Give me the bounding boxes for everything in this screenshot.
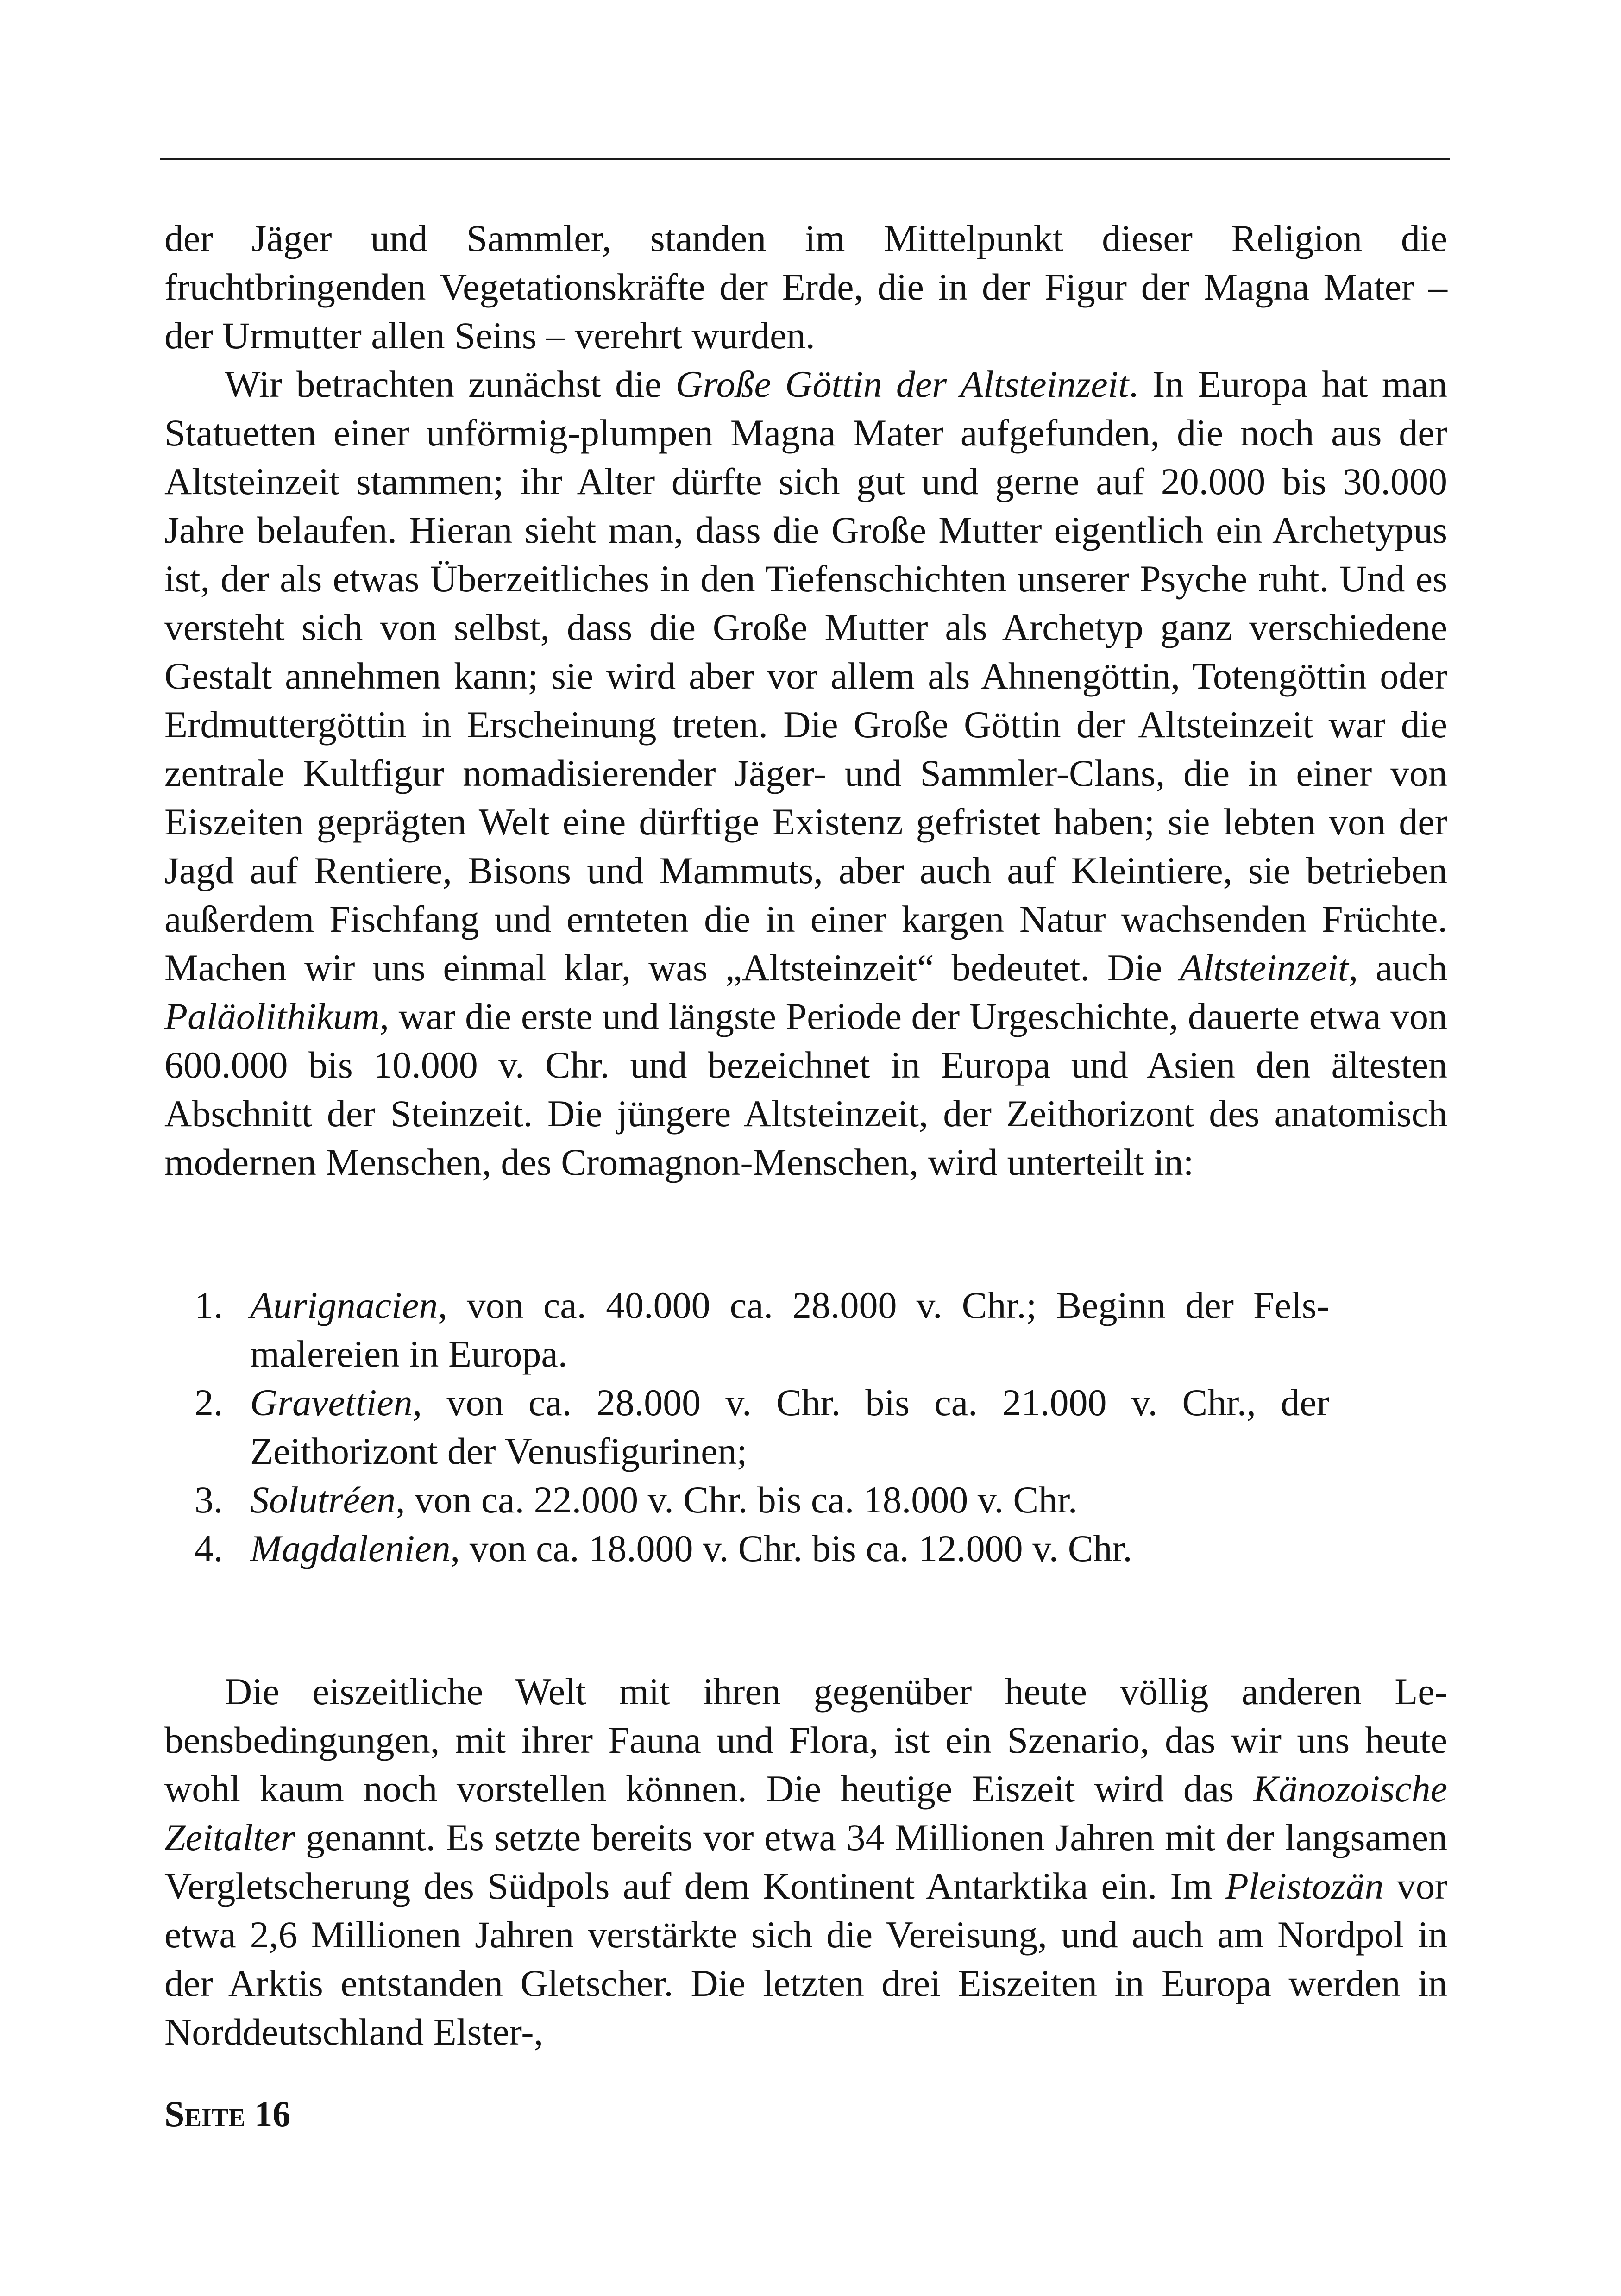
list-item	[195, 1378, 1329, 1475]
list-item	[195, 1475, 1329, 1524]
paragraph-2	[164, 360, 1447, 1186]
text-span: , auch	[1348, 947, 1447, 989]
footer-label: Seite	[164, 2094, 245, 2134]
italic-term: Paläolithikum	[164, 995, 380, 1037]
period-name: Aurignacien	[250, 1284, 438, 1326]
page-number: 16	[254, 2094, 291, 2134]
text-span: , war die erste und längste Periode der Urgeschichte, dauerte etwa von 600.000 bis 10.000 v. Chr. und bezeichnet in Europa und Asien den ältesten Abschnitt der Steinzeit. Die jüngere Altsteinzeit, der Zeithorizont des anatomisch modernen Menschen, des Cromagnon-Menschen, wird unterteilt in:	[164, 995, 1447, 1183]
text-span: Die eiszeitliche Welt mit ihren gegenüber heute völlig anderen Lebensbedingungen, mit ihrer Fauna und Flora, ist ein Szenario, das wir uns heute wohl kaum noch vorstellen können. Die heutige Eiszeit wird das	[164, 1670, 1447, 1810]
text-span: Wir betrachten zunächst die	[225, 363, 676, 405]
period-name: Solutréen	[250, 1479, 396, 1521]
list-number: 4.	[195, 1527, 223, 1569]
list-number: 1.	[195, 1284, 223, 1326]
text-span: . In Europa hat man Statuetten einer unförmig-plumpen Magna Mater aufgefunden, die noch aus der Altsteinzeit stammen; ihr Alter dürfte sich gut und gerne auf 20.000 bis 30.000 Jahre belaufen. Hieran sieht man, dass die Große Mutter eigentlich ein Archetypus ist, der als etwas Überzeitliches in den Tiefenschichten unserer Psyche ruht. Und es versteht sich von selbst, dass die Große Mutter als Archetyp ganz verschiedene Gestalt annehmen kann; sie wird aber vor allem als Ahnengöttin, Totengöttin oder Erdmuttergöttin in Erscheinung treten. Die Große Göttin der Altsteinzeit war die zentrale Kultfigur nomadisierender Jäger- und Sammler-Clans, die in einer von Eiszeiten geprägten Welt eine dürftige Existenz gefristet haben; sie lebten von der Jagd auf Rentiere, Bisons und Mammuts, aber auch auf Kleintiere, sie betrieben außerdem Fischfang und ernteten die in einer kargen Natur wachsenden Früchte. Machen wir uns einmal klar, was „Altsteinzeit“ bedeutet. Die	[164, 363, 1447, 989]
list-item	[195, 1524, 1329, 1573]
period-name: Gravettien	[250, 1381, 413, 1424]
period-name: Magdalenien	[250, 1527, 451, 1569]
text-span: genannt. Es setzte bereits vor etwa 34 Millionen Jahren mit der langsamen Vergletscherung des Südpols auf dem Kontinent Antarktika ein. Im	[164, 1816, 1447, 1907]
italic-term: Pleistozän	[1225, 1865, 1384, 1907]
list-item	[195, 1281, 1329, 1378]
text-span: vor etwa 2,6 Millionen Jahren verstärkte sich die Vereisung, und auch am Nordpol in der Arktis entstanden Gletscher. Die letzten drei Eiszeiten in Europa werden in Norddeutschland Elster-,	[164, 1865, 1447, 2053]
list-number: 2.	[195, 1381, 223, 1424]
italic-term: Känozoische Zeitalter	[164, 1768, 1447, 1858]
header-rule	[160, 158, 1450, 160]
period-list	[164, 1281, 1447, 1573]
paragraph-3	[164, 1667, 1447, 2056]
list-text: , von ca. 18.000 v. Chr. bis ca. 12.000 v. Chr.	[450, 1527, 1132, 1569]
page-body	[164, 214, 1447, 2056]
list-number: 3.	[195, 1479, 223, 1521]
list-text: , von ca. 22.000 v. Chr. bis ca. 18.000 v. Chr.	[396, 1479, 1078, 1521]
italic-term: Große Göttin der Altsteinzeit	[675, 363, 1129, 405]
italic-term: Altsteinzeit	[1180, 947, 1349, 989]
list-text: , von ca. 28.000 v. Chr. bis ca. 21.000 v. Chr., der Zeithorizont der Venusfigurinen;	[250, 1381, 1329, 1472]
paragraph-1: der Jäger und Sammler, standen im Mittelpunkt dieser Religion die fruchtbringenden Vegetationskräfte der Erde, die in der Figur der Magna Mater – der Urmutter allen Seins – verehrt wurden.	[164, 217, 1447, 357]
list-text: , von ca. 40.000 ca. 28.000 v. Chr.; Beginn der Felsmalereien in Europa.	[250, 1284, 1329, 1375]
page-footer	[164, 2093, 290, 2135]
